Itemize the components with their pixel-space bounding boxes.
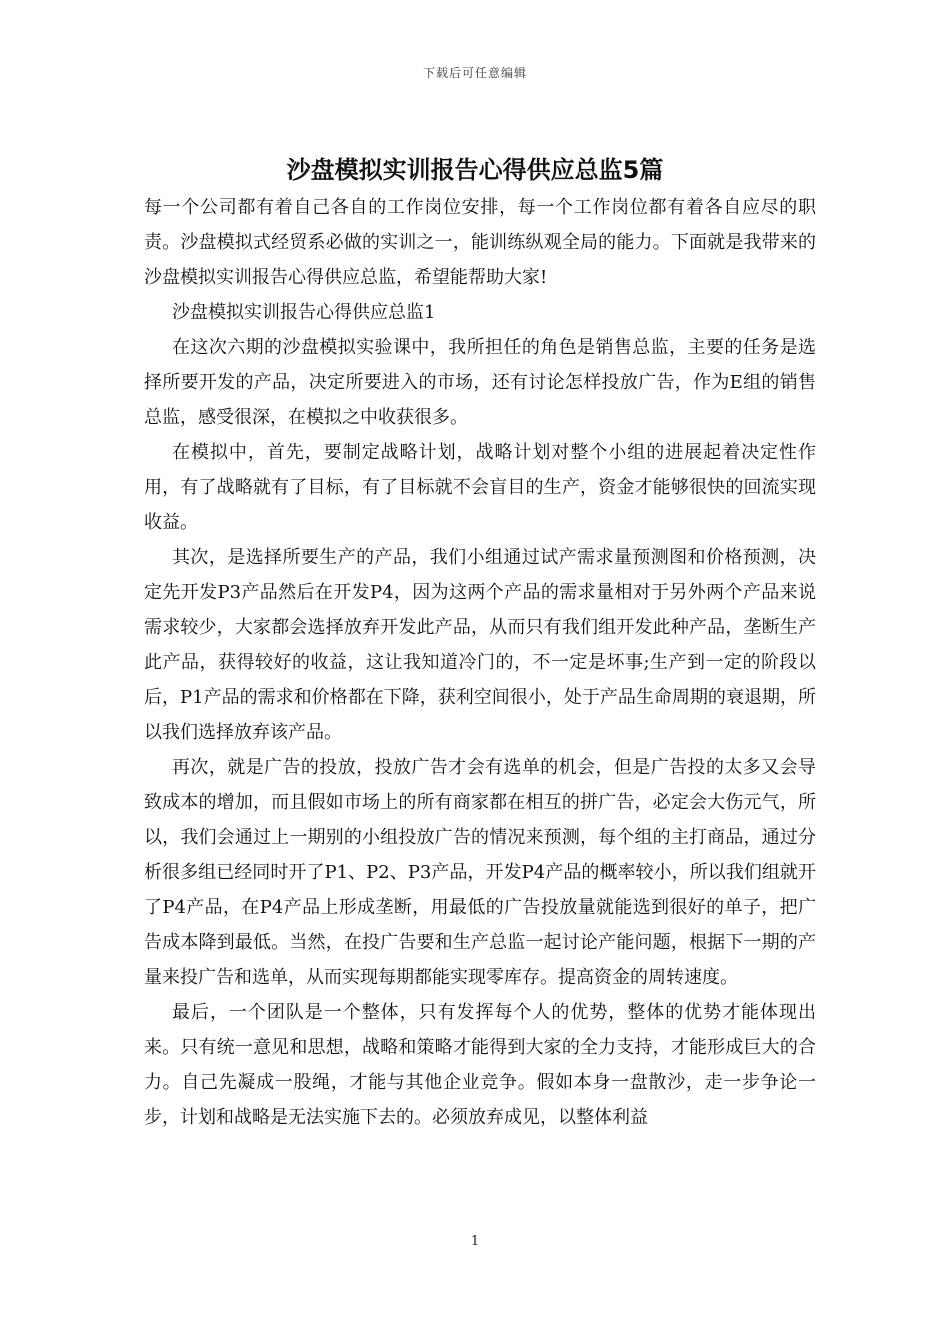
header-note: 下载后可任意编辑 <box>422 66 527 80</box>
body-paragraph: 在模拟中，首先，要制定战略计划，战略计划对整个小组的进展起着决定性作用，有了战略就有了目标，有了目标就不会盲目的生产，资金才能够很快的回流实现收益。 <box>144 442 816 533</box>
document-body <box>144 190 816 1135</box>
document-title: 沙盘模拟实训报告心得供应总监5篇 <box>286 156 664 184</box>
body-paragraph: 其次，是选择所要生产的产品，我们小组通过试产需求量预测图和价格预测，决定先开发P3产品然后在开发P4，因为这两个产品的需求量相对于另外两个产品来说需求较少，大家都会选择放弃开发此产品，从而只有我们组开发此种产品，垄断生产此产品，获得较好的收益，这让我知道冷门的，不一定是坏事;生产到一定的阶段以后，P1产品的需求和价格都在下降，获利空间很小，处于产品生命周期的衰退期，所以我们选择放弃该产品。 <box>144 547 816 743</box>
intro-paragraph: 每一个公司都有着自己各自的工作岗位安排，每一个工作岗位都有着各自应尽的职责。沙盘模拟式经贸系必做的实训之一，能训练纵观全局的能力。下面就是我带来的沙盘模拟实训报告心得供应总监，希望能帮助大家! <box>144 197 816 288</box>
body-paragraph: 在这次六期的沙盘模拟实验课中，我所担任的角色是销售总监，主要的任务是选择所要开发的产品，决定所要进入的市场，还有讨论怎样投放广告，作为E组的销售总监，感受很深，在模拟之中收获很多。 <box>144 337 816 428</box>
body-paragraph: 最后，一个团队是一个整体，只有发挥每个人的优势，整体的优势才能体现出来。只有统一意见和思想，战略和策略才能得到大家的全力支持，才能形成巨大的合力。自己先凝成一股绳，才能与其他企业竞争。假如本身一盘散沙，走一步争论一步，计划和战略是无法实施下去的。必须放弃成见，以整体利益 <box>144 1002 816 1128</box>
page-number: 1 <box>470 1234 480 1249</box>
body-paragraph: 再次，就是广告的投放，投放广告才会有选单的机会，但是广告投的太多又会导致成本的增加，而且假如市场上的所有商家都在相互的拼广告，必定会大伤元气，所以，我们会通过上一期别的小组投放广告的情况来预测，每个组的主打商品，通过分析很多组已经同时开了P1、P2、P3产品，开发P4产品的概率较小，所以我们组就开了P4产品，在P4产品上形成垄断，用最低的广告投放量就能选到很好的单子，把广告成本降到最低。当然，在投广告要和生产总监一起讨论产能问题，根据下一期的产量来投广告和选单，从而实现每期都能实现零库存。提高资金的周转速度。 <box>144 757 816 988</box>
section-heading: 沙盘模拟实训报告心得供应总监1 <box>172 302 436 323</box>
